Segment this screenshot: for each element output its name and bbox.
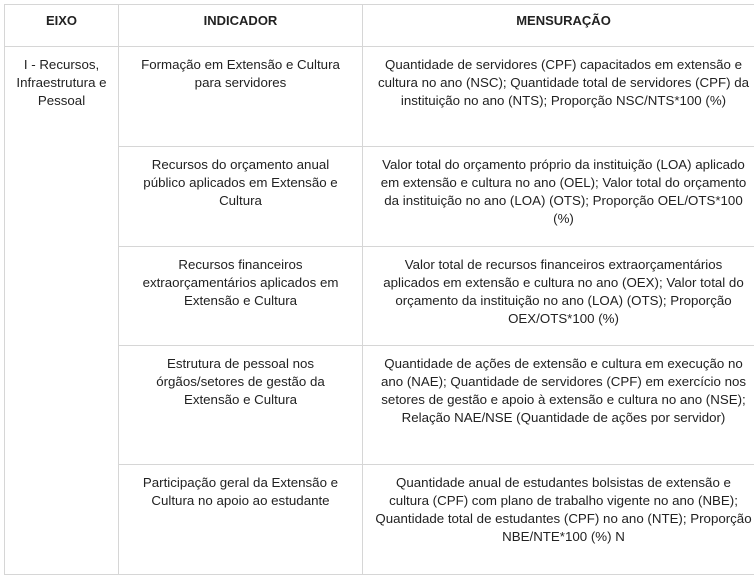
eixo-cell: I - Recursos, Infraestrutura e Pessoal xyxy=(5,47,119,575)
mensuracao-cell: Valor total de recursos financeiros extraorçamentários aplicados em extensão e cultura no ano (OEX); Valor total do orçamento da instituição no ano (LOA) (OTS); Proporção OEX/OTS*100 (%) xyxy=(363,247,754,346)
header-indicador: INDICADOR xyxy=(119,5,363,47)
mensuracao-cell: Quantidade de servidores (CPF) capacitados em extensão e cultura no ano (NSC); Quantidade total de servidores (CPF) da instituição no ano (NTS); Proporção NSC/NTS*100 (%) xyxy=(363,47,754,147)
header-mensuracao: MENSURAÇÃO xyxy=(363,5,754,47)
indicators-table xyxy=(4,4,754,575)
header-row xyxy=(5,5,754,47)
mensuracao-cell: Valor total do orçamento próprio da instituição (LOA) aplicado em extensão e cultura no ano (OEL); Valor total do orçamento da instituição no ano (LOA) (OTS); Proporção OEL/OTS*100 (%) xyxy=(363,147,754,247)
indicador-cell: Recursos financeiros extraorçamentários aplicados em Extensão e Cultura xyxy=(119,247,363,346)
indicador-cell: Formação em Extensão e Cultura para servidores xyxy=(119,47,363,147)
indicador-cell: Estrutura de pessoal nos órgãos/setores de gestão da Extensão e Cultura xyxy=(119,346,363,465)
indicador-cell: Recursos do orçamento anual público aplicados em Extensão e Cultura xyxy=(119,147,363,247)
indicador-cell: Participação geral da Extensão e Cultura no apoio ao estudante xyxy=(119,465,363,575)
table-row xyxy=(5,47,754,147)
header-eixo: EIXO xyxy=(5,5,119,47)
mensuracao-cell: Quantidade anual de estudantes bolsistas de extensão e cultura (CPF) com plano de trabalho vigente no ano (NBE); Quantidade total de estudantes (CPF) no ano (NTE); Proporção NBE/NTE*100 (%) N xyxy=(363,465,754,575)
mensuracao-cell: Quantidade de ações de extensão e cultura em execução no ano (NAE); Quantidade de servidores (CPF) em exercício nos setores de gestão e apoio à extensão e cultura no ano (NSE); Relação NAE/NSE (Quantidade de ações por servidor) xyxy=(363,346,754,465)
